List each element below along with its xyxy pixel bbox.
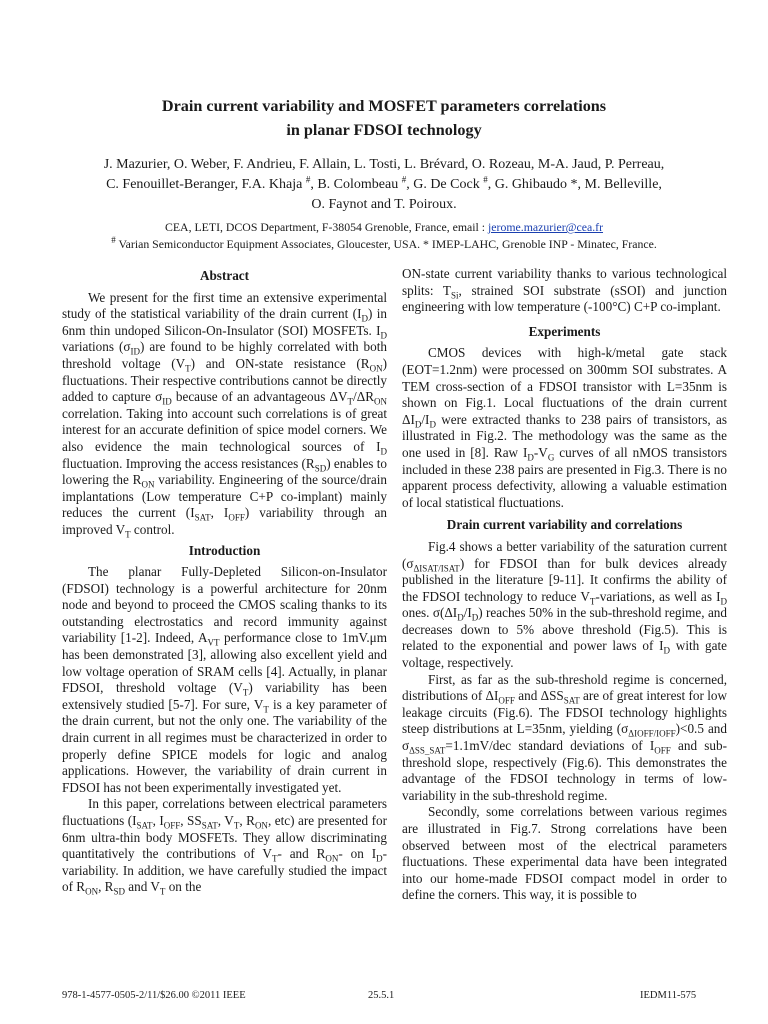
authors-seg-b: , B. Colombeau <box>310 177 402 192</box>
hash-mark: # <box>401 174 407 185</box>
authors-seg-c: , G. De Cock <box>406 177 484 192</box>
affil-line-2 <box>40 236 728 253</box>
email-link[interactable]: jerome.mazurier@cea.fr <box>488 220 604 234</box>
intro-continued: ON-state current variability thanks to various technological splits: $T_{Si}$, strained SOI substrate (sSOI) and junction engineering with low temperature (-100°C) C+P co-implant. <box>402 266 727 315</box>
drain-paragraph-3: Secondly, some correlations between various regimes are illustrated in Fig.7. Strong correlations have been observed between most of the electrical parameters fluctuations. These experimental data have been integrated into our home-made FDSOI compact model in order to define the corners. This way, it is possible to <box>402 804 727 903</box>
affil-text: CEA, LETI, DCOS Department, F-38054 Grenoble, France, email : <box>164 220 489 234</box>
abstract-heading: Abstract <box>199 268 250 283</box>
authors-line-3: O. Faynot and T. Poiroux. <box>311 197 457 212</box>
affiliations <box>40 219 728 253</box>
left-column <box>62 266 387 896</box>
hash-mark: # <box>305 174 311 185</box>
experiments-paragraph: CMOS devices with high-k/metal gate stack (EOT=1.2nm) were processed on 300mm SOI substrates. A TEM cross-section of a FDSOI transistor with L=35nm is shown on Fig.1. Local fluctuations of the drain current $\Delta I_D/I_D$ were extracted thanks to 238 pairs of transistors, as illustrated in Fig.2. The methodology was the same as the one used in [8]. Raw $I_D-V_G$ curves of all nMOS transistors included in these 238 pairs are presented in Fig.3. There is no apparent process defectivity, allowing a valuable estimation of local statistical fluctuations. <box>402 345 727 510</box>
affil-text-2: Varian Semiconductor Equipment Associates, Gloucester, USA. * IMEP-LAHC, Grenoble INP - Minatec, France. <box>115 237 657 251</box>
drain-paragraph-1: Fig.4 shows a better variability of the saturation current $(\sigma_{\Delta ISAT/ISAT})$ for FDSOI than for bulk devices already published in the literature [9-11]. It confirms the ability of the FDSOI technology to reduce $V_T$-variations, as well as $I_D$ ones. $\sigma(\Delta I_D/I_D)$ reaches 50% in the sub-threshold regime, and decreases down to 5% above threshold (Fig.5). This is related to the exponential and power laws of $I_D$ with gate voltage, respectively. <box>402 538 727 671</box>
footer-page-number: 25.5.1 <box>368 990 395 1001</box>
footer-isbn: 978-1-4577-0505-2/11/$26.00 ©2011 IEEE <box>62 990 246 1001</box>
introduction-heading: Introduction <box>188 542 261 558</box>
title-line-2: in planar FDSOI technology <box>286 121 482 139</box>
drain-current-heading: Drain current variability and correlations <box>446 517 683 533</box>
intro-paragraph-1: The planar Fully-Depleted Silicon-on-Insulator (FDSOI) technology is a powerful architecture for 20nm node and beyond to proceed the CMOS scaling thanks to its outstanding electrostatics and record immunity against variability [1-2]. Indeed, $A_{VT}$ performance close to 1mV.μm has been demonstrated [3], allowing also excellent yield and low voltage operation of SRAM cells [4]. Actually, in planar FDSOI, threshold voltage $(V_T)$ variability has been extensively studied [5-7]. For sure, $V_T$ is a key parameter of the drain current, but not the only one. The variability of the drain current in all regimes must be characterized in order to properly define SPICE models for logic and analog applications. However, the variability of drain current in FDSOI has not been experimentally investigated yet. <box>62 564 388 795</box>
authors-line-1: J. Mazurier, O. Weber, F. Andrieu, F. Allain, L. Tosti, L. Brévard, O. Rozeau, M-A. Jaud, P. Perreau, <box>103 157 665 172</box>
authors-line-2 <box>40 175 728 195</box>
affil-line-1 <box>40 219 728 236</box>
authors-seg-d: , G. Ghibaudo *, M. Belleville, <box>487 177 662 192</box>
title-line-1: Drain current variability and MOSFET parameters correlations <box>161 97 607 115</box>
abstract-paragraph: We present for the first time an extensive experimental study of the statistical variability of the drain current $(I_D)$ in 6nm thin undoped Silicon-On-Insulator (SOI) MOSFETs. $I_D$ variations $(\sigma_{ID})$ are found to be highly correlated with both threshold voltage $(V_T)$ and ON-state resistance $(R_{ON})$ fluctuations. Their respective contributions cannot be directly added to capture $\sigma_{ID}$ because of an advantageous $\Delta V_T/\Delta R_{ON}$ correlation. Taking into account such correlations is of great interest for an accurate definition of spice model corners. We also evidence the main technological sources of $I_D$ fluctuation. Improving the access resistances $(R_{SD})$ enables to lowering the $R_{ON}$ variability. Engineering of the source/drain implantations (Low temperature C+P co-implant) mainly reduces the current ($I_{SAT}$, $I_{OFF}$) variability through an improved $V_T$ control. <box>62 289 388 540</box>
experiments-heading: Experiments <box>528 323 601 339</box>
intro-paragraph-2: In this paper, correlations between electrical parameters fluctuations ($I_{SAT}$, $I_{OFF}$, $SS_{SAT}$, $V_T$, $R_{ON}$, etc) are presented for 6nm ultra-thin body MOSFETs. They allow discriminating quantitatively the contributions of $V_T-$ and $R_{ON}-$ on $I_D$-variability. In addition, we have carefully studied the impact of $R_{ON}$, $R_{SD}$ and $V_T$ on the <box>62 796 387 898</box>
drain-paragraph-2: First, as far as the sub-threshold regime is concerned, distributions of $\Delta I_{OFF}$ and $\Delta SS_{SAT}$ are of great interest for low leakage circuits (Fig.6). The FDSOI technology highlights steep distributions at L=35nm, yielding $(\sigma_{\Delta IOFF/IOFF})<0.5$ and $\sigma_{\Delta SS\_SAT}=1.1mV$/dec standard deviations of $I_{OFF}$ and sub-threshold slope, respectively (Fig.6). This demonstrates the advantage of the FDSOI technology in terms of low-variability in the sub-threshold regime. <box>402 671 727 803</box>
author-list <box>40 155 728 215</box>
hash-mark: # <box>483 174 488 185</box>
footer-conference: IEDM11-575 <box>640 990 697 1001</box>
right-column <box>402 266 727 904</box>
authors-seg-a: C. Fenouillet-Beranger, F.A. Khaja <box>106 177 306 192</box>
hash-mark: # <box>111 235 116 246</box>
paper-title <box>0 94 768 142</box>
